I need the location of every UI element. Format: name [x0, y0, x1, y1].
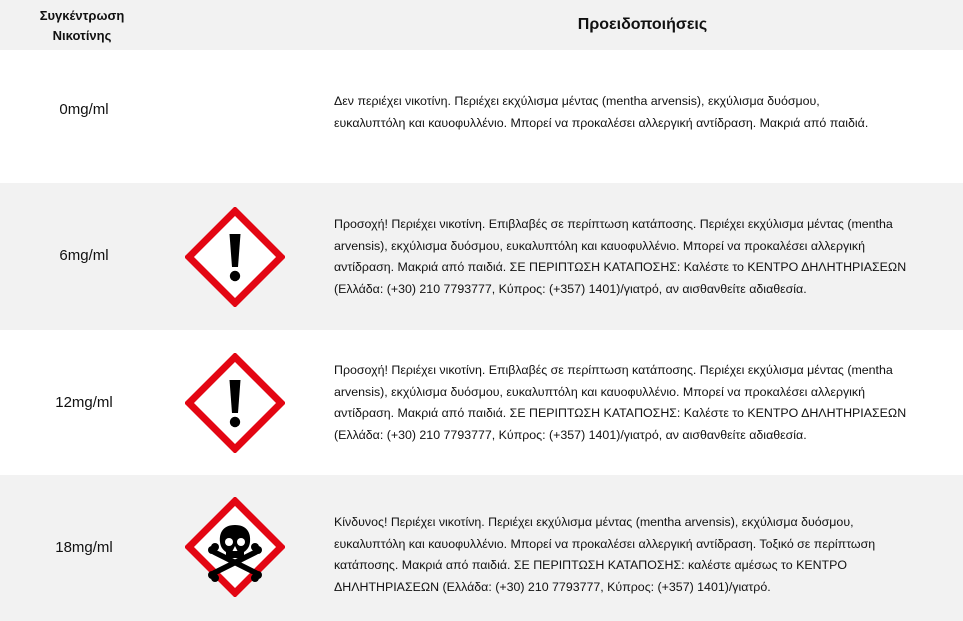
concentration-cell: 12mg/ml: [55, 394, 113, 411]
exclamation-mark-icon: [185, 207, 285, 307]
warning-line: (Ελλάδα: (+30) 210 7793777, Κύπρος: (+357) 1401)/γιατρό, αν αισθανθείτε αδιαθεσία.: [334, 281, 807, 296]
ghs-exclamation-pictogram: [185, 353, 285, 453]
warning-line: Κίνδυνος! Περιέχει νικοτίνη. Περιέχει εκχύλισμα μέντας (mentha arvensis), εκχύλισμα δυόσμου,: [334, 515, 854, 529]
warning-line: arvensis), εκχύλισμα δυόσμου, ευκαλυπτόλη και καυοφυλλένιο. Μπορεί να προκαλέσει αλλεργική: [334, 238, 866, 253]
warning-line: ΔΗΛΗΤΗΡΙΑΣΕΩΝ (Ελλάδα: (+30) 210 7793777, Κύπρος: (+357) 1401)/γιατρό.: [334, 579, 771, 594]
header-warnings: Προειδοποιήσεις: [577, 16, 708, 33]
warning-line: αντίδραση. Μακριά από παιδιά. ΣΕ ΠΕΡΙΠΤΩΣΗ ΚΑΤΑΠΟΣΗΣ: Καλέστε το ΚΕΝΤΡΟ ΔΗΛΗΤΗΡΙΑΣΕΩΝ: [334, 260, 907, 274]
concentration-cell: 0mg/ml: [59, 101, 109, 118]
warning-line: (Ελλάδα: (+30) 210 7793777, Κύπρος: (+357) 1401)/γιατρό, αν αισθανθείτε αδιαθεσία.: [334, 427, 807, 442]
table-header-row: [0, 0, 963, 50]
skull-crossbones-icon: [185, 497, 285, 597]
header-concentration-line: Συγκέντρωση: [39, 8, 125, 23]
table-row-18mg: [0, 475, 963, 621]
warning-line: Δεν περιέχει νικοτίνη. Περιέχει εκχύλισμα μέντας (mentha arvensis), εκχύλισμα δυόσμου,: [334, 94, 820, 108]
header-concentration-line: Νικοτίνης: [52, 28, 112, 43]
ghs-exclamation-pictogram: [185, 207, 285, 307]
warning-text: [334, 360, 963, 446]
table-row-6mg: [0, 183, 963, 330]
warning-text: [334, 214, 963, 300]
warning-text: [334, 512, 963, 598]
warning-text: [334, 91, 963, 134]
ghs-skull-pictogram: [185, 497, 285, 597]
table-row-0mg: [0, 37, 963, 183]
warning-line: Προσοχή! Περιέχει νικοτίνη. Επιβλαβές σε περίπτωση κατάποσης. Περιέχει εκχύλισμα μέντας (mentha: [334, 363, 893, 377]
header-concentration: [0, 6, 164, 46]
warning-line: ευκαλυπτόλη και καυοφυλλένιο. Μπορεί να προκαλέσει αλλεργική αντίδραση. Τοξικό σε περίπτωση: [334, 536, 876, 551]
concentration-cell: 18mg/ml: [55, 539, 113, 556]
concentration-cell: 6mg/ml: [59, 247, 109, 264]
warning-line: ευκαλυπτόλη και καυοφυλλένιο. Μπορεί να προκαλέσει αλλεργική αντίδραση. Μακριά από παιδιά.: [334, 115, 869, 130]
warning-line: arvensis), εκχύλισμα δυόσμου, ευκαλυπτόλη και καυοφυλλένιο. Μπορεί να προκαλέσει αλλεργική: [334, 384, 866, 399]
table-row-12mg: [0, 330, 963, 475]
warning-line: αντίδραση. Μακριά από παιδιά. ΣΕ ΠΕΡΙΠΤΩΣΗ ΚΑΤΑΠΟΣΗΣ: Καλέστε το ΚΕΝΤΡΟ ΔΗΛΗΤΗΡΙΑΣΕΩΝ: [334, 406, 907, 420]
warning-line: κατάποσης. Μακριά από παιδιά. ΣΕ ΠΕΡΙΠΤΩΣΗ ΚΑΤΑΠΟΣΗΣ: καλέστε αμέσως το ΚΕΝΤΡΟ: [334, 558, 848, 572]
warning-line: Προσοχή! Περιέχει νικοτίνη. Επιβλαβές σε περίπτωση κατάποσης. Περιέχει εκχύλισμα μέντας (mentha: [334, 217, 893, 231]
exclamation-mark-icon: [185, 353, 285, 453]
